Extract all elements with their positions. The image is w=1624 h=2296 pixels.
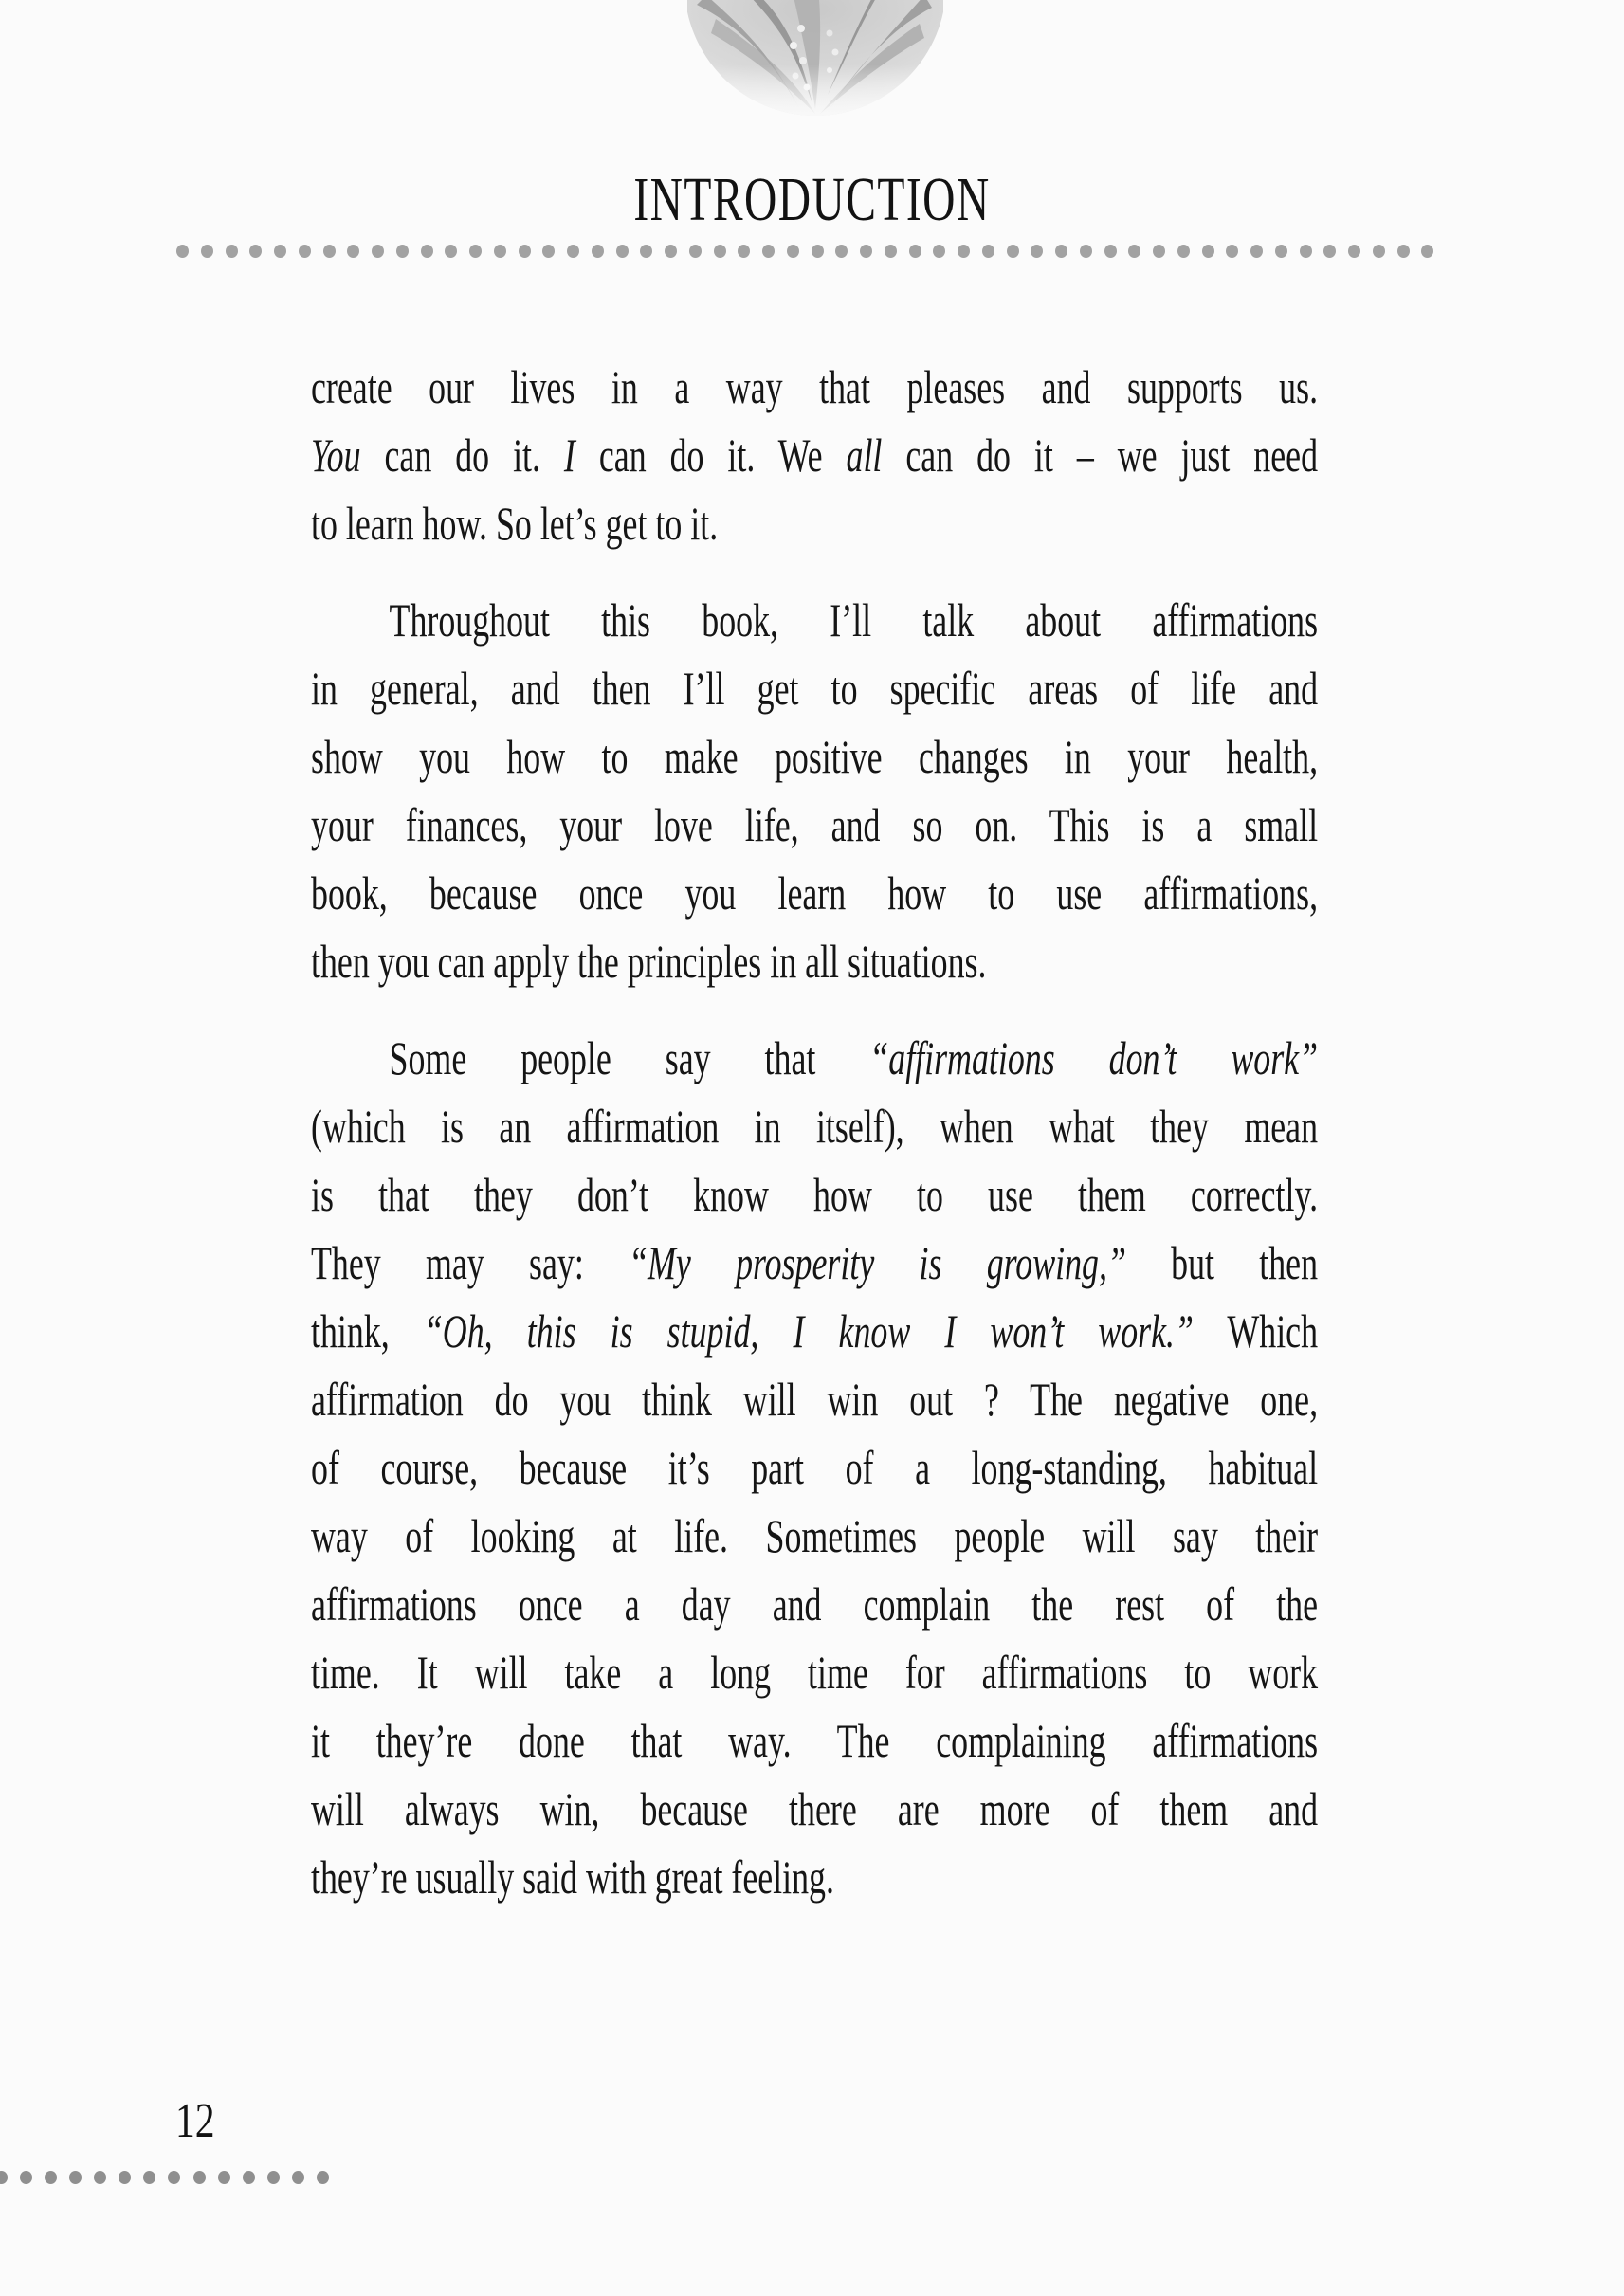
text-line: show you how to make positive changes in your health,: [311, 730, 1319, 783]
text-line: (which is an affirmation in itself), when what they mean: [311, 1100, 1319, 1153]
rule-dot: [665, 245, 677, 258]
paragraph: [311, 1024, 1318, 1911]
rule-dot: [762, 245, 775, 258]
rule-dot: [226, 245, 238, 258]
rule-dot: [567, 245, 579, 258]
rule-dot: [94, 2171, 106, 2184]
rule-dot: [1202, 245, 1214, 258]
rule-dot: [640, 245, 652, 258]
text-line: they’re usually said with great feeling.: [311, 1850, 834, 1904]
rule-dot: [317, 2171, 329, 2184]
rule-dot: [0, 2171, 8, 2184]
leaf-medallion-ornament-icon: [687, 0, 943, 118]
rule-dot: [860, 245, 872, 258]
rule-dot: [396, 245, 409, 258]
rule-dot: [689, 245, 702, 258]
rule-dot: [812, 245, 824, 258]
text-line: affirmation do you think will win out ? The negative one,: [311, 1373, 1319, 1426]
rule-dot: [1275, 245, 1287, 258]
text-line: it they’re done that way. The complaining affirmations: [311, 1714, 1319, 1767]
rule-dot: [1373, 245, 1385, 258]
rule-dot: [738, 245, 750, 258]
rule-dot: [1007, 245, 1019, 258]
rule-dot: [933, 245, 945, 258]
rule-dot: [1177, 245, 1190, 258]
rule-dot: [885, 245, 897, 258]
rule-dot: [1055, 245, 1067, 258]
text-line: is that they don’t know how to use them correctly.: [311, 1168, 1319, 1221]
rule-dot: [1153, 245, 1165, 258]
rule-dot: [193, 2171, 206, 2184]
rule-dot: [267, 2171, 280, 2184]
text-line: way of looking at life. Sometimes people will say their: [311, 1509, 1319, 1562]
rule-dot: [243, 2171, 255, 2184]
text-line: your finances, your love life, and so on. This is a small: [311, 798, 1319, 851]
rule-dot: [1421, 245, 1433, 258]
rule-dot: [982, 245, 994, 258]
rule-dot: [292, 2171, 304, 2184]
text-line: in general, and then I’ll get to specific areas of life and: [311, 662, 1319, 715]
rule-dot: [323, 245, 336, 258]
text-line: to learn how. So let’s get to it.: [311, 497, 719, 550]
rule-dot: [445, 245, 457, 258]
text-line: will always win, because there are more of them and: [311, 1782, 1319, 1835]
rule-dot: [1348, 245, 1360, 258]
text-line: of course, because it’s part of a long-standing, habitual: [311, 1441, 1319, 1494]
rule-dot: [714, 245, 726, 258]
page-title: INTRODUCTION: [633, 165, 991, 234]
rule-dot: [69, 2171, 82, 2184]
rule-dot: [176, 245, 189, 258]
paragraph: [311, 353, 1318, 557]
rule-dot: [1080, 245, 1092, 258]
text-line: You can do it. I can do it. We all can do it – we just need: [311, 428, 1319, 482]
rule-dot: [274, 245, 286, 258]
text-line: think, “Oh, this is stupid, I know I won’t work.” Which: [311, 1304, 1319, 1358]
text-line: They may say: “My prosperity is growing,” but then: [311, 1236, 1319, 1289]
rule-dot: [20, 2171, 32, 2184]
rule-dot: [45, 2171, 57, 2184]
text-line: affirmations once a day and complain the rest of the: [311, 1577, 1319, 1631]
text-line: then you can apply the principles in all situations.: [311, 935, 987, 988]
rule-dot: [218, 2171, 230, 2184]
rule-dot: [119, 2171, 131, 2184]
rule-dot: [494, 245, 506, 258]
rule-dot: [616, 245, 629, 258]
rule-dot: [347, 245, 359, 258]
rule-dot: [421, 245, 433, 258]
rule-dot: [1031, 245, 1043, 258]
rule-dot: [1104, 245, 1117, 258]
text-line: create our lives in a way that pleases and supports us.: [311, 360, 1319, 413]
rule-dot: [372, 245, 384, 258]
rule-dot: [1397, 245, 1410, 258]
rule-dot: [201, 245, 213, 258]
body-text: [311, 353, 1318, 1940]
header-dotted-rule: [176, 245, 1434, 258]
rule-dot: [542, 245, 555, 258]
footer-dotted-rule: [0, 2171, 329, 2184]
rule-dot: [249, 245, 262, 258]
text-line: time. It will take a long time for affirmations to work: [311, 1646, 1319, 1699]
text-line: Some people say that “affirmations don’t work”: [389, 1031, 1319, 1084]
rule-dot: [469, 245, 482, 258]
rule-dot: [592, 245, 604, 258]
rule-dot: [168, 2171, 180, 2184]
text-line: Throughout this book, I’ll talk about affirmations: [389, 593, 1319, 647]
page-number: 12: [175, 2094, 215, 2148]
rule-dot: [835, 245, 848, 258]
text-line: book, because once you learn how to use affirmations,: [311, 866, 1319, 920]
rule-dot: [958, 245, 970, 258]
rule-dot: [519, 245, 531, 258]
rule-dot: [1300, 245, 1312, 258]
rule-dot: [1128, 245, 1140, 258]
paragraph: [311, 586, 1318, 995]
rule-dot: [1323, 245, 1336, 258]
rule-dot: [1226, 245, 1238, 258]
rule-dot: [1250, 245, 1263, 258]
rule-dot: [143, 2171, 155, 2184]
rule-dot: [787, 245, 799, 258]
rule-dot: [909, 245, 921, 258]
rule-dot: [299, 245, 311, 258]
